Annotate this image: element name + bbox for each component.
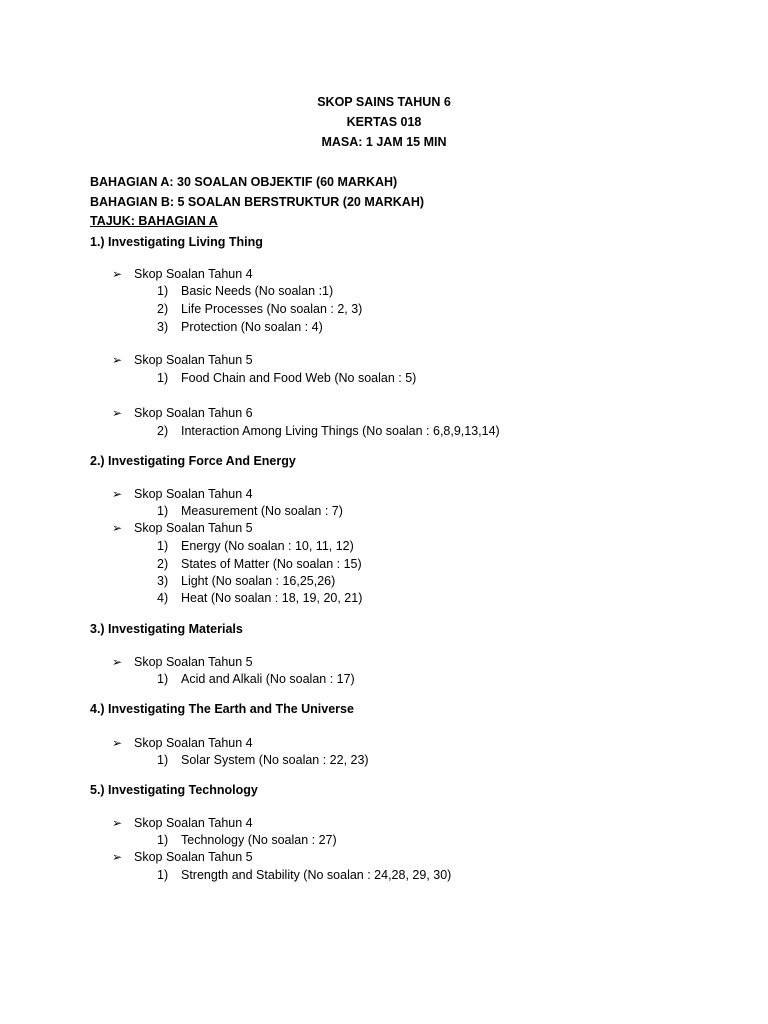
list-item: 4) Heat (No soalan : 18, 19, 20, 21) [157, 591, 363, 605]
section-title: 4.) Investigating The Earth and The Universe [90, 702, 354, 716]
list-item: 1) Acid and Alkali (No soalan : 17) [157, 672, 355, 686]
list-item: 2) States of Matter (No soalan : 15) [157, 557, 362, 571]
list-item: 3) Light (No soalan : 16,25,26) [157, 574, 336, 588]
section-title: 1.) Investigating Living Thing [90, 235, 263, 249]
arrow-bullet-icon: ➢ [112, 267, 123, 281]
arrow-bullet-icon: ➢ [112, 655, 123, 669]
list-item: 1) Measurement (No soalan : 7) [157, 504, 343, 518]
group-label: ➢ Skop Soalan Tahun 6 [112, 406, 253, 420]
group-label: ➢ Skop Soalan Tahun 5 [112, 353, 253, 367]
group-label: ➢ Skop Soalan Tahun 4 [112, 816, 253, 830]
document-header [0, 92, 768, 152]
group-label: ➢ Skop Soalan Tahun 5 [112, 850, 253, 864]
group-label: ➢ Skop Soalan Tahun 4 [112, 267, 253, 281]
section-title: 2.) Investigating Force And Energy [90, 454, 296, 468]
arrow-bullet-icon: ➢ [112, 353, 123, 367]
arrow-bullet-icon: ➢ [112, 736, 123, 750]
group-label: ➢ Skop Soalan Tahun 5 [112, 521, 253, 535]
list-item: 1) Food Chain and Food Web (No soalan : 5) [157, 371, 417, 385]
section-title: 5.) Investigating Technology [90, 783, 258, 797]
header-title: SKOP SAINS TAHUN 6 [317, 95, 451, 109]
group-label: ➢ Skop Soalan Tahun 4 [112, 487, 253, 501]
section-title: 3.) Investigating Materials [90, 622, 243, 636]
list-item: 1) Technology (No soalan : 27) [157, 833, 337, 847]
bahagian-b-line: BAHAGIAN B: 5 SOALAN BERSTRUKTUR (20 MARKAH) [90, 195, 425, 209]
arrow-bullet-icon: ➢ [112, 816, 123, 830]
list-item: 1) Basic Needs (No soalan :1) [157, 284, 334, 298]
list-item: 1) Energy (No soalan : 10, 11, 12) [157, 539, 354, 553]
list-item: 1) Solar System (No soalan : 22, 23) [157, 753, 369, 767]
group-label: ➢ Skop Soalan Tahun 4 [112, 736, 253, 750]
list-item: 2) Interaction Among Living Things (No soalan : 6,8,9,13,14) [157, 424, 500, 438]
list-item: 3) Protection (No soalan : 4) [157, 320, 323, 334]
list-item: 1) Strength and Stability (No soalan : 24,28, 29, 30) [157, 868, 452, 882]
arrow-bullet-icon: ➢ [112, 521, 123, 535]
arrow-bullet-icon: ➢ [112, 487, 123, 501]
arrow-bullet-icon: ➢ [112, 850, 123, 864]
header-duration: MASA: 1 JAM 15 MIN [321, 135, 447, 149]
tajuk-line: TAJUK: BAHAGIAN A [90, 214, 218, 228]
list-item: 2) Life Processes (No soalan : 2, 3) [157, 302, 363, 316]
header-paper: KERTAS 018 [346, 115, 422, 129]
arrow-bullet-icon: ➢ [112, 406, 123, 420]
group-label: ➢ Skop Soalan Tahun 5 [112, 655, 253, 669]
bahagian-a-line: BAHAGIAN A: 30 SOALAN OBJEKTIF (60 MARKAH) [90, 175, 398, 189]
